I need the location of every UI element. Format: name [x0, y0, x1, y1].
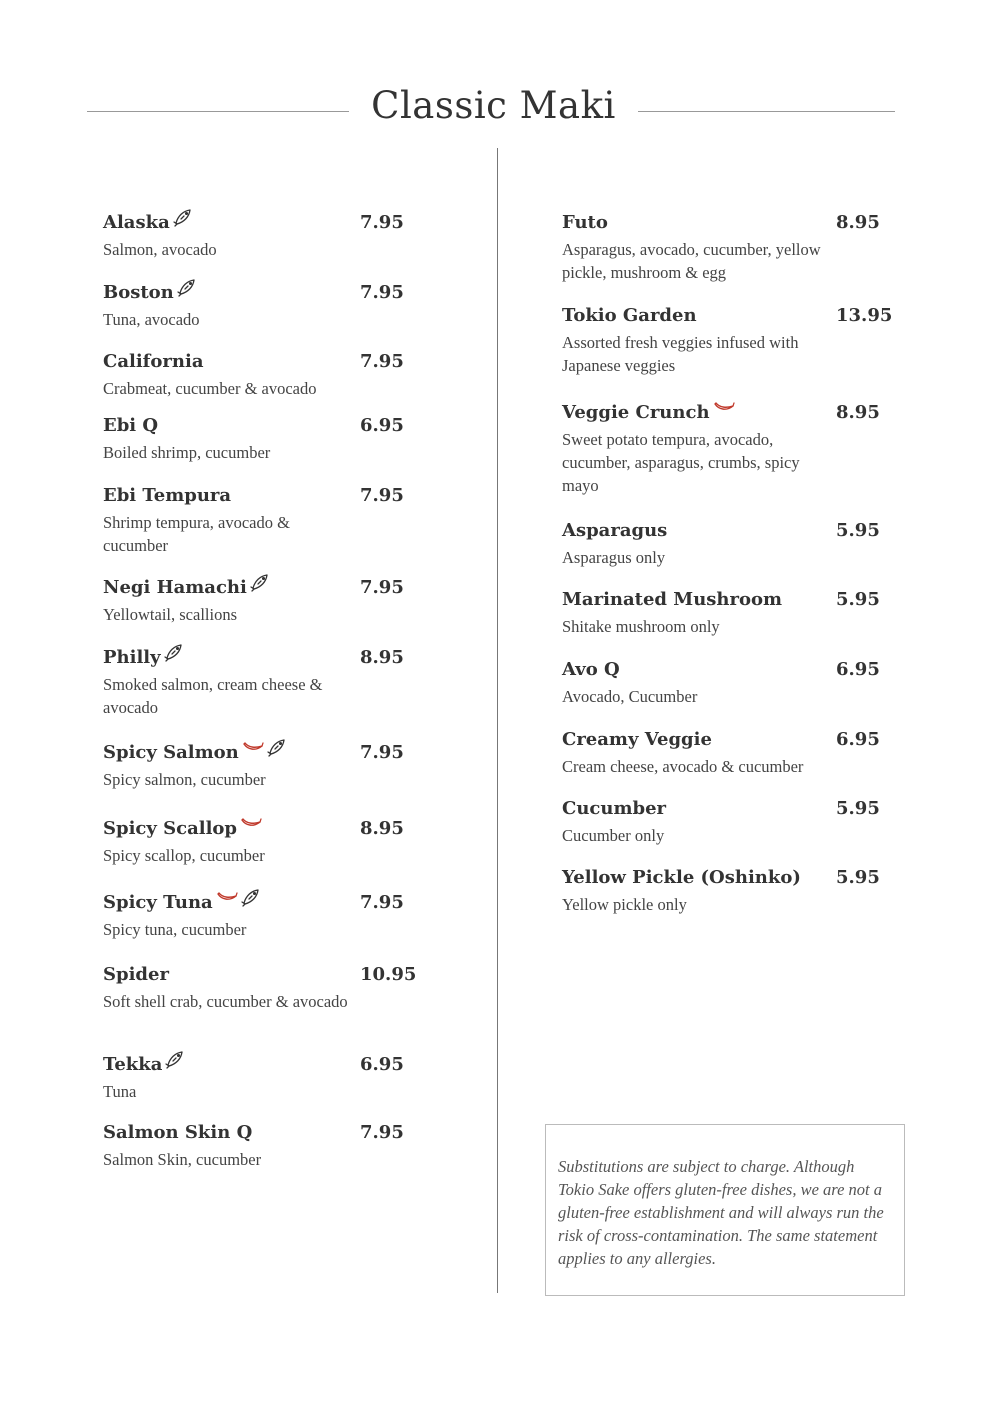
menu-item-description: Shrimp tempura, avocado & cucumber: [103, 513, 290, 555]
menu-item-name-text: Yellow Pickle (Oshinko): [562, 867, 801, 888]
page-header: [0, 80, 1000, 140]
menu-item-name-text: Spider: [103, 964, 169, 985]
menu-item-spicy-scallop: [103, 816, 348, 867]
menu-item-price: 7.95: [360, 351, 404, 372]
menu-item-name: [103, 645, 348, 671]
menu-item-spider: [103, 962, 348, 1013]
menu-item-description: Asparagus only: [562, 548, 666, 567]
menu-item-spicy-salmon: [103, 740, 348, 791]
menu-item-yellow-pickle-oshinko: [562, 865, 824, 916]
menu-item-description: Yellow pickle only: [562, 895, 687, 914]
menu-item-price: 5.95: [836, 867, 880, 888]
menu-item-name-text: Philly: [103, 647, 161, 668]
menu-item-cucumber: [562, 796, 824, 847]
menu-item-price: 6.95: [836, 659, 880, 680]
menu-item-name: [103, 210, 348, 236]
menu-item-price: 8.95: [360, 818, 404, 839]
menu-item-name: [103, 740, 348, 766]
column-divider: [497, 148, 498, 1293]
menu-item-name-text: Veggie Crunch: [562, 402, 710, 423]
menu-item-alaska: [103, 210, 348, 261]
menu-item-description: Smoked salmon, cream cheese & avocado: [103, 675, 323, 717]
menu-item-description: Soft shell crab, cucumber & avocado: [103, 992, 348, 1011]
menu-item-price: 7.95: [360, 485, 404, 506]
menu-item-name-text: Salmon Skin Q: [103, 1122, 253, 1143]
menu-item-name: [562, 210, 824, 236]
menu-item-price: 5.95: [836, 798, 880, 819]
menu-item-asparagus: [562, 518, 824, 569]
menu-item-description: Tuna: [103, 1082, 137, 1101]
menu-item-name-text: Ebi Q: [103, 415, 159, 436]
menu-item-name: [103, 483, 348, 509]
menu-item-description: Cucumber only: [562, 826, 665, 845]
menu-item-name-text: Boston: [103, 282, 174, 303]
allergy-note: [545, 1124, 905, 1296]
menu-item-salmon-skin-q: [103, 1120, 348, 1171]
menu-item-price: 7.95: [360, 282, 404, 303]
menu-item-ebi-q: [103, 413, 348, 464]
menu-item-name-text: Avo Q: [562, 659, 620, 680]
fish-icon: [165, 1049, 185, 1077]
menu-item-creamy-veggie: [562, 727, 824, 778]
menu-item-name: [103, 890, 348, 916]
menu-item-veggie-crunch: [562, 400, 824, 497]
menu-item-name-text: Marinated Mushroom: [562, 589, 783, 610]
menu-item-name-text: Futo: [562, 212, 608, 233]
fish-icon: [173, 207, 193, 235]
menu-item-name: [103, 280, 348, 306]
menu-item-price: 8.95: [360, 647, 404, 668]
menu-item-description: Cream cheese, avocado & cucumber: [562, 757, 804, 776]
fish-icon: [267, 737, 287, 765]
menu-item-price: 6.95: [360, 415, 404, 436]
page-title: Classic Maki: [371, 84, 616, 127]
menu-item-price: 6.95: [360, 1054, 404, 1075]
menu-item-price: 13.95: [836, 305, 893, 326]
menu-item-description: Spicy scallop, cucumber: [103, 846, 265, 865]
menu-item-name: [103, 1120, 348, 1146]
menu-item-price: 10.95: [360, 964, 417, 985]
menu-item-name: [103, 816, 348, 842]
menu-item-negi-hamachi: [103, 575, 348, 626]
menu-item-tekka: [103, 1052, 348, 1103]
menu-item-description: Tuna, avocado: [103, 310, 200, 329]
menu-item-description: Yellowtail, scallions: [103, 605, 237, 624]
fish-icon: [250, 572, 270, 600]
chili-icon: [713, 396, 735, 422]
menu-item-name-text: Creamy Veggie: [562, 729, 712, 750]
menu-item-name-text: Spicy Scallop: [103, 818, 237, 839]
menu-item-spicy-tuna: [103, 890, 348, 941]
menu-item-name: [103, 349, 348, 375]
chili-icon: [216, 886, 238, 912]
menu-item-price: 6.95: [836, 729, 880, 750]
menu-item-name-text: Spicy Salmon: [103, 742, 239, 763]
menu-item-name-text: California: [103, 351, 204, 372]
menu-item-name-text: Tekka: [103, 1054, 163, 1075]
menu-item-price: 7.95: [360, 1122, 404, 1143]
menu-item-name: [562, 727, 824, 753]
menu-item-price: 5.95: [836, 520, 880, 541]
menu-item-boston: [103, 280, 348, 331]
menu-item-description: Shitake mushroom only: [562, 617, 720, 636]
chili-icon: [242, 736, 264, 762]
menu-item-name-text: Alaska: [103, 212, 170, 233]
menu-item-name: [562, 796, 824, 822]
menu-item-name: [562, 865, 824, 891]
menu-item-name-text: Tokio Garden: [562, 305, 697, 326]
menu-item-description: Boiled shrimp, cucumber: [103, 443, 271, 462]
fish-icon: [177, 277, 197, 305]
menu-item-name: [103, 1052, 348, 1078]
menu-item-name: [562, 400, 824, 426]
menu-item-description: Assorted fresh veggies infused with Japanese veggies: [562, 333, 799, 375]
title-rule-right: [638, 111, 895, 112]
menu-item-california: [103, 349, 348, 400]
menu-item-description: Asparagus, avocado, cucumber, yellow pickle, mushroom & egg: [562, 240, 821, 282]
menu-item-name-text: Spicy Tuna: [103, 892, 213, 913]
menu-item-description: Avocado, Cucumber: [562, 687, 698, 706]
menu-item-description: Spicy tuna, cucumber: [103, 920, 247, 939]
menu-item-name: [562, 303, 824, 329]
menu-item-description: Salmon Skin, cucumber: [103, 1150, 262, 1169]
menu-item-description: Sweet potato tempura, avocado, cucumber, asparagus, crumbs, spicy mayo: [562, 430, 800, 495]
menu-item-price: 7.95: [360, 892, 404, 913]
menu-item-name: [103, 962, 348, 988]
menu-item-tokio-garden: [562, 303, 824, 377]
menu-item-name-text: Ebi Tempura: [103, 485, 232, 506]
menu-item-description: Crabmeat, cucumber & avocado: [103, 379, 317, 398]
menu-item-description: Salmon, avocado: [103, 240, 217, 259]
allergy-note-text: Substitutions are subject to charge. Although Tokio Sake offers gluten-free dishes, we are not a gluten-free establishment and will always run the risk of cross-contamination. The same statement applies to any allergies.: [558, 1157, 884, 1268]
title-rule-left: [87, 111, 349, 112]
menu-item-name: [103, 575, 348, 601]
menu-item-price: 8.95: [836, 402, 880, 423]
menu-item-name-text: Cucumber: [562, 798, 667, 819]
menu-item-name: [562, 518, 824, 544]
menu-item-description: Spicy salmon, cucumber: [103, 770, 266, 789]
menu-item-name-text: Negi Hamachi: [103, 577, 247, 598]
menu-item-name-text: Asparagus: [562, 520, 668, 541]
chili-icon: [240, 812, 262, 838]
menu-item-futo: [562, 210, 824, 284]
menu-item-avo-q: [562, 657, 824, 708]
menu-item-marinated-mushroom: [562, 587, 824, 638]
menu-item-price: 7.95: [360, 212, 404, 233]
menu-item-name: [562, 587, 824, 613]
menu-item-philly: [103, 645, 348, 719]
menu-item-price: 5.95: [836, 589, 880, 610]
fish-icon: [164, 642, 184, 670]
menu-item-price: 7.95: [360, 577, 404, 598]
fish-icon: [241, 887, 261, 915]
menu-item-name: [562, 657, 824, 683]
menu-item-price: 8.95: [836, 212, 880, 233]
menu-item-name: [103, 413, 348, 439]
menu-item-ebi-tempura: [103, 483, 348, 557]
menu-item-price: 7.95: [360, 742, 404, 763]
